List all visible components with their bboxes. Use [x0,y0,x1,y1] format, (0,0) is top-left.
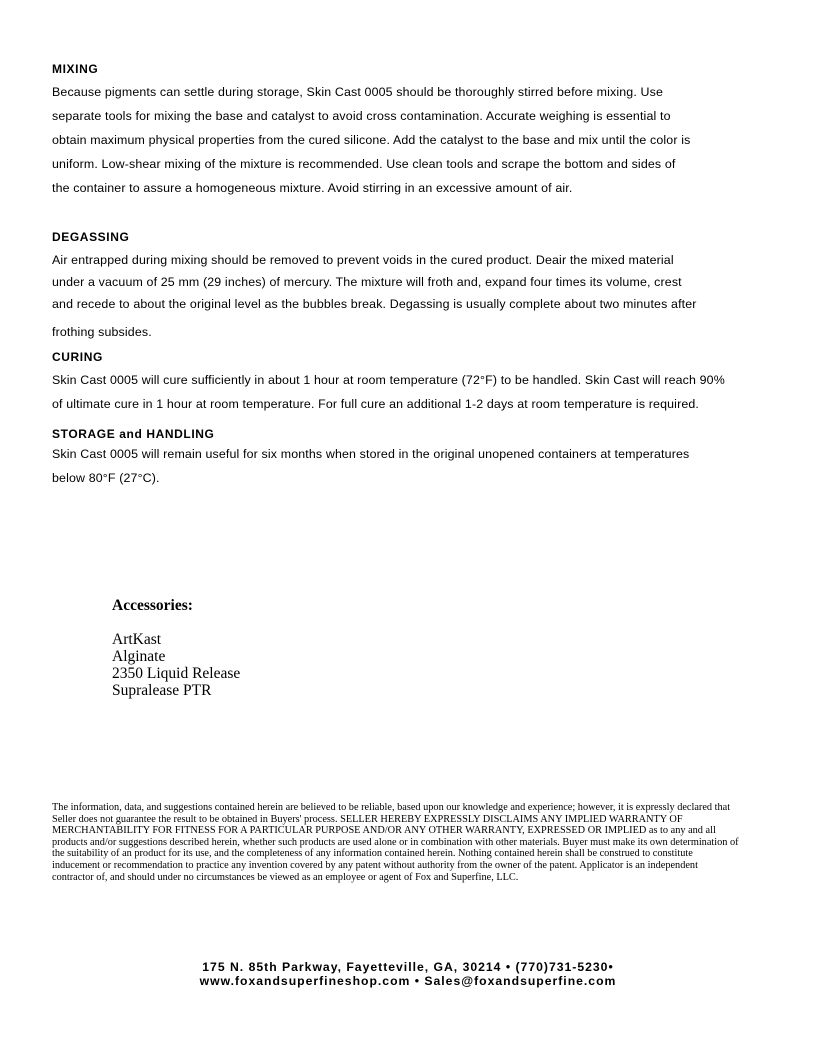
mixing-line: Because pigments can settle during storage, Skin Cast 0005 should be thoroughly stirred before mixing. Use [52,85,663,99]
disclaimer-line: products and/or suggestions described herein, whether such products are used alone or in combination with other materials. Buyer must make its own determination of [52,836,739,848]
degassing-heading: DEGASSING [52,230,130,244]
storage-line: below 80°F (27°C). [52,471,160,485]
degassing-paragraph [52,249,792,341]
mixing-line: uniform. Low-shear mixing of the mixture is recommended. Use clean tools and scrape the bottom and sides of [52,157,676,171]
curing-line: of ultimate cure in 1 hour at room temperature. For full cure an additional 1-2 days at room temperature is required. [52,397,700,411]
footer-address: 175 N. 85th Parkway, Fayetteville, GA, 30214 • (770)731-5230• [202,960,614,974]
degassing-line: Air entrapped during mixing should be removed to prevent voids in the cured product. Deair the mixed material [52,253,674,267]
degassing-line: under a vacuum of 25 mm (29 inches) of mercury. The mixture will froth and, expand four times its volume, crest [52,275,682,289]
disclaimer-line: MERCHANTABILITY FOR FITNESS FOR A PARTICULAR PURPOSE AND/OR ANY OTHER WARRANTY, EXPRESSED OR IMPLIED as to any and all [52,825,716,837]
accessory-item: Supralease PTR [112,682,212,699]
mixing-heading: MIXING [52,62,99,76]
disclaimer [52,802,782,883]
disclaimer-line: contractor of, and should under no circumstances be viewed as an employee or agent of Fox and Superfine, LLC. [52,871,519,883]
disclaimer-line: inducement or recommendation to practice any invention covered by any patent without authority from the owner of the patent. Applicator is an independent [52,859,698,871]
curing-heading: CURING [52,350,103,364]
accessories-block [112,597,240,699]
curing-line: Skin Cast 0005 will cure sufficiently in about 1 hour at room temperature (72°F) to be handled. Skin Cast will reach 90% [52,373,725,387]
accessories-title: Accessories: [112,597,193,614]
accessory-item: 2350 Liquid Release [112,665,241,682]
storage-paragraph [52,442,792,490]
mixing-paragraph [52,80,792,200]
disclaimer-line: The information, data, and suggestions contained herein are believed to be reliable, based upon our knowledge and experience; however, it is expressly declared that [52,802,731,813]
mixing-line: obtain maximum physical properties from the cured silicone. Add the catalyst to the base and mix until the color is [52,133,691,147]
mixing-line: separate tools for mixing the base and catalyst to avoid cross contamination. Accurate weighing is essential to [52,109,671,123]
disclaimer-line: Seller does not guarantee the result to be obtained in Buyers' process. SELLER HEREBY EXPRESSLY DISCLAIMS ANY IMPLIED WARRANTY OF [52,813,683,825]
footer [0,960,816,988]
accessory-item: Alginate [112,648,166,665]
disclaimer-line: the suitability of an product for its use, and the completeness of any information contained herein. Nothing contained herein shall be construed to constitute [52,848,693,860]
curing-paragraph [52,368,792,416]
degassing-line: frothing subsides. [52,325,152,339]
accessory-item: ArtKast [112,631,162,648]
mixing-line: the container to assure a homogeneous mixture. Avoid stirring in an excessive amount of air. [52,181,573,195]
degassing-line: and recede to about the original level as the bubbles break. Degassing is usually complete about two minutes after [52,297,697,311]
storage-line: Skin Cast 0005 will remain useful for six months when stored in the original unopened containers at temperatures [52,447,690,461]
footer-contact: www.foxandsuperfineshop.com • Sales@foxandsuperfine.com [199,974,617,988]
storage-heading: STORAGE and HANDLING [52,427,215,441]
